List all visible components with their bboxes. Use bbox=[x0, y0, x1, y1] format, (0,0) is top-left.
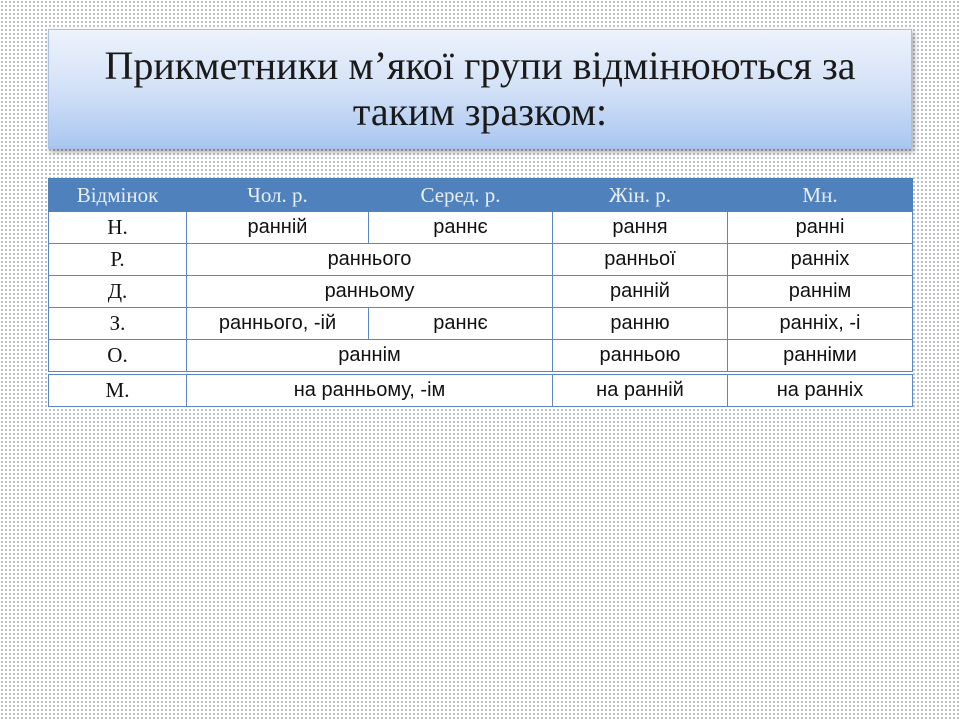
cell-plural: ранніх bbox=[728, 244, 913, 276]
case-label: О. bbox=[49, 340, 187, 374]
table-row-locative bbox=[49, 373, 913, 407]
cell-feminine: на ранній bbox=[553, 373, 728, 407]
table-row-genitive bbox=[49, 244, 913, 276]
cell-plural: ранніми bbox=[728, 340, 913, 374]
table-row-instrumental bbox=[49, 340, 913, 374]
cell-feminine: ранньою bbox=[553, 340, 728, 374]
declension-table bbox=[48, 178, 913, 407]
header-feminine: Жін. р. bbox=[553, 179, 728, 212]
cell-feminine: ранньої bbox=[553, 244, 728, 276]
cell-feminine: рання bbox=[553, 212, 728, 244]
cell-masc-neut: раннім bbox=[187, 340, 553, 374]
cell-plural: на ранніх bbox=[728, 373, 913, 407]
cell-feminine: ранній bbox=[553, 276, 728, 308]
header-case: Відмінок bbox=[49, 179, 187, 212]
case-label: Д. bbox=[49, 276, 187, 308]
header-plural: Мн. bbox=[728, 179, 913, 212]
table-row-dative bbox=[49, 276, 913, 308]
cell-masc-neut: на ранньому, -ім bbox=[187, 373, 553, 407]
case-label: М. bbox=[49, 373, 187, 407]
header-masculine: Чол. р. bbox=[187, 179, 369, 212]
cell-masc-neut: ранньому bbox=[187, 276, 553, 308]
cell-masculine: раннього, -ій bbox=[187, 308, 369, 340]
table-row-nominative bbox=[49, 212, 913, 244]
cell-neuter: раннє bbox=[369, 212, 553, 244]
table-row-accusative bbox=[49, 308, 913, 340]
slide-title: Прикметники м’якої групи відмінюються за таким зразком: bbox=[104, 43, 856, 134]
case-label: Н. bbox=[49, 212, 187, 244]
slide-title-box bbox=[48, 29, 912, 149]
cell-plural: ранні bbox=[728, 212, 913, 244]
header-neuter: Серед. р. bbox=[369, 179, 553, 212]
cell-masc-neut: раннього bbox=[187, 244, 553, 276]
cell-feminine: ранню bbox=[553, 308, 728, 340]
cell-plural: ранніх, -і bbox=[728, 308, 913, 340]
cell-plural: раннім bbox=[728, 276, 913, 308]
cell-neuter: раннє bbox=[369, 308, 553, 340]
table-header-row bbox=[49, 179, 913, 212]
cell-masculine: ранній bbox=[187, 212, 369, 244]
case-label: З. bbox=[49, 308, 187, 340]
case-label: Р. bbox=[49, 244, 187, 276]
